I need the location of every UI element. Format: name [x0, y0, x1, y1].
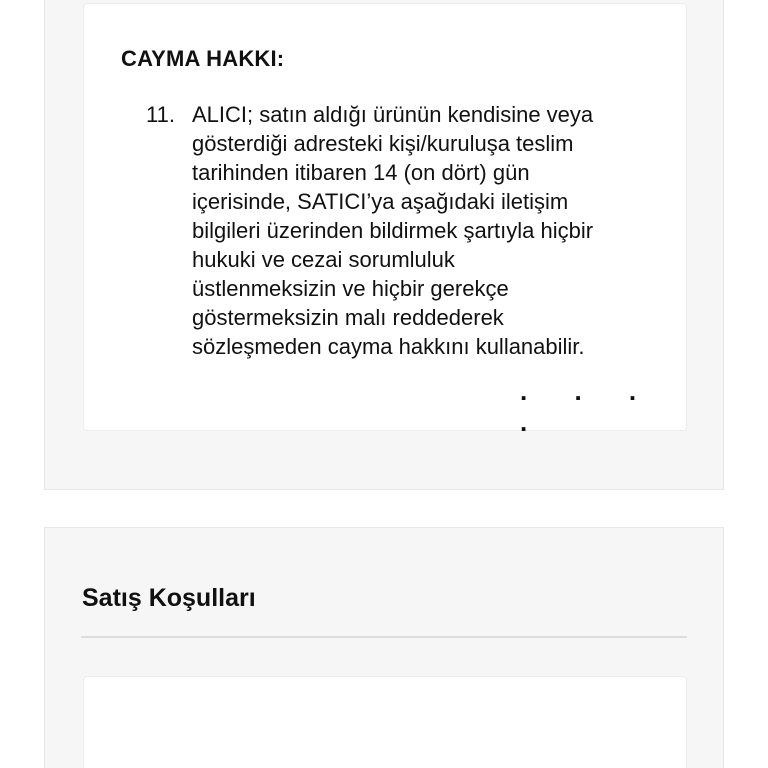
- withdrawal-card: [83, 3, 687, 437]
- clause-item: [146, 100, 666, 361]
- clause-text: ALICI; satın aldığı ürünün kendisine veya gösterdiği adresteki kişi/kuruluşa teslim tarihinden itibaren 14 (on dört) gün içerisinde, SATICI’ya aşağıdaki iletişim bilgileri üzerinden bildirmek şartıyla hiçbir hukuki ve cezai sorumluluk üstlenmeksizin ve hiçbir gerekçe göstermeksizin malı reddederek sözleşmeden cayma hakkını kullanabilir.: [192, 102, 594, 359]
- ellipsis-dots: . . . .: [520, 376, 651, 437]
- withdrawal-section: [44, 0, 724, 490]
- sales-terms-title: Satış Koşulları: [82, 584, 256, 612]
- section-divider: [81, 636, 687, 638]
- sales-terms-section: [44, 527, 724, 768]
- sales-terms-card: [83, 676, 687, 768]
- clause-number: 11.: [146, 102, 175, 127]
- withdrawal-heading: CAYMA HAKKI:: [121, 46, 285, 71]
